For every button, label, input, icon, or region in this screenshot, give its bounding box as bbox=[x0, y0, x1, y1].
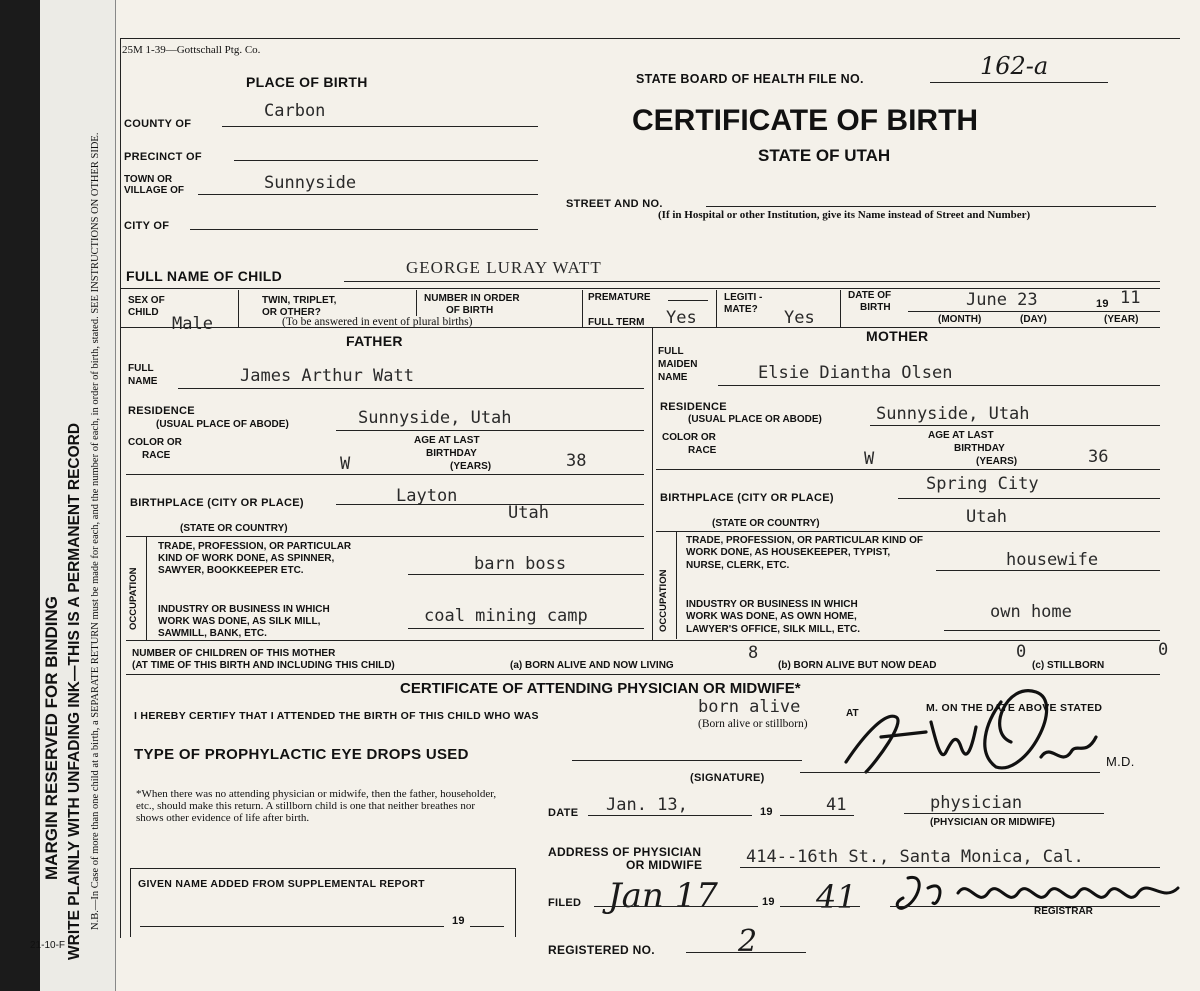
sex-label-2: CHILD bbox=[128, 307, 159, 318]
mother-trade-label-1: TRADE, PROFESSION, OR PARTICULAR KIND OF bbox=[686, 535, 924, 546]
registrar-label: REGISTRAR bbox=[1034, 906, 1093, 917]
plural-note: (To be answered in event of plural births) bbox=[282, 316, 473, 328]
father-name-label-2: NAME bbox=[128, 376, 158, 387]
mother-heading: MOTHER bbox=[866, 328, 929, 344]
divider bbox=[408, 574, 644, 575]
father-color-label-2: RACE bbox=[142, 450, 171, 461]
father-name-value: James Arthur Watt bbox=[240, 366, 414, 386]
father-age-value: 38 bbox=[566, 451, 587, 471]
mother-residence-sub: (USUAL PLACE OR ABODE) bbox=[688, 414, 822, 425]
divider bbox=[780, 906, 860, 907]
form-number: 21-10-F bbox=[30, 940, 66, 951]
place-of-birth-heading: PLACE OF BIRTH bbox=[246, 74, 368, 90]
divider bbox=[656, 469, 1160, 470]
children-a-value: 8 bbox=[748, 643, 759, 663]
father-industry-label-1: INDUSTRY OR BUSINESS IN WHICH bbox=[158, 604, 330, 615]
month-label: (MONTH) bbox=[938, 314, 982, 325]
children-c-value: 0 bbox=[1158, 640, 1169, 660]
certify-text: I HEREBY CERTIFY THAT I ATTENDED THE BIRTH OF THIS CHILD WHO WAS bbox=[134, 710, 539, 722]
physician-title-value: physician bbox=[930, 793, 1023, 813]
town-value: Sunnyside bbox=[264, 173, 357, 193]
street-line bbox=[706, 206, 1156, 207]
mother-age-label-3: (YEARS) bbox=[976, 456, 1018, 467]
mother-color-label-1: COLOR OR bbox=[662, 432, 716, 443]
mother-birthplace-label: BIRTHPLACE (CITY OR PLACE) bbox=[660, 492, 834, 504]
mother-name-label-3: NAME bbox=[658, 372, 688, 383]
mother-state-label: (STATE OR COUNTRY) bbox=[712, 518, 820, 529]
dob-year: 11 bbox=[1120, 288, 1141, 308]
divider bbox=[120, 327, 1160, 328]
divider bbox=[890, 906, 1160, 907]
child-row-top bbox=[120, 288, 1160, 289]
file-no-label: STATE BOARD OF HEALTH FILE NO. bbox=[636, 72, 864, 86]
father-trade-label-3: SAWYER, BOOKKEEPER ETC. bbox=[158, 565, 304, 576]
father-color-label-1: COLOR OR bbox=[128, 437, 182, 448]
town-label-2: VILLAGE OF bbox=[124, 185, 184, 196]
mother-state-value: Utah bbox=[966, 507, 1007, 527]
signature-label: (SIGNATURE) bbox=[690, 772, 765, 784]
form-left-border bbox=[120, 38, 121, 938]
born-status-value: born alive bbox=[698, 697, 801, 717]
mother-trade-label-3: NURSE, CLERK, ETC. bbox=[686, 560, 790, 571]
town-label-1: TOWN OR bbox=[124, 174, 173, 185]
mother-age-label-1: AGE AT LAST bbox=[928, 430, 994, 441]
dob-label-2: BIRTH bbox=[860, 302, 891, 313]
supplemental-year-prefix: 19 bbox=[452, 915, 465, 927]
divider bbox=[840, 290, 841, 328]
child-name-line bbox=[344, 281, 1160, 282]
precinct-line bbox=[234, 160, 538, 161]
legit-label-2: MATE? bbox=[724, 304, 758, 315]
order-label-1: NUMBER IN ORDER bbox=[424, 293, 520, 304]
father-trade-label-1: TRADE, PROFESSION, OR PARTICULAR bbox=[158, 541, 352, 552]
order-label-2: OF BIRTH bbox=[446, 305, 494, 316]
date-year: 41 bbox=[826, 795, 847, 815]
divider bbox=[676, 531, 677, 639]
children-c-label: (c) STILLBORN bbox=[1032, 660, 1105, 671]
children-label-1: NUMBER OF CHILDREN OF THIS MOTHER bbox=[132, 648, 336, 659]
father-residence-sub: (USUAL PLACE OF ABODE) bbox=[156, 419, 289, 430]
divider bbox=[126, 474, 644, 475]
physician-title-label: (PHYSICIAN OR MIDWIFE) bbox=[930, 817, 1055, 828]
md-label: M.D. bbox=[1106, 754, 1135, 769]
mother-industry-value: own home bbox=[990, 602, 1072, 622]
father-age-label-1: AGE AT LAST bbox=[414, 435, 480, 446]
divider bbox=[668, 300, 708, 301]
full-term-value: Yes bbox=[666, 308, 697, 328]
divider bbox=[588, 815, 752, 816]
father-age-label-2: BIRTHDAY bbox=[426, 448, 477, 459]
father-heading: FATHER bbox=[346, 333, 403, 349]
registered-no: 2 bbox=[738, 924, 758, 959]
divider bbox=[126, 536, 644, 537]
mother-name-label-2: MAIDEN bbox=[658, 359, 698, 370]
mother-residence-label: RESIDENCE bbox=[660, 401, 727, 413]
registered-label: REGISTERED NO. bbox=[548, 943, 655, 957]
mother-residence-value: Sunnyside, Utah bbox=[876, 404, 1030, 424]
mother-age-label-2: BIRTHDAY bbox=[954, 443, 1005, 454]
filed-label: FILED bbox=[548, 897, 582, 909]
twin-label-1: TWIN, TRIPLET, bbox=[262, 295, 337, 306]
mother-name-value: Elsie Diantha Olsen bbox=[758, 363, 953, 383]
divider bbox=[944, 630, 1160, 631]
nb-instructions-text: N.B.—In Case of more than one child at a birth, a SEPARATE RETURN must be made for each, and the number of each, in order of birth, stated. SEE INSTRUCTIONS ON OTHER SIDE. bbox=[90, 132, 101, 930]
children-a-label: (a) BORN ALIVE AND NOW LIVING bbox=[510, 660, 674, 671]
divider bbox=[656, 531, 1160, 532]
parents-divider bbox=[652, 328, 653, 640]
divider bbox=[238, 290, 239, 328]
divider bbox=[126, 674, 1160, 675]
legit-label-1: LEGITI - bbox=[724, 292, 763, 303]
physician-heading: CERTIFICATE OF ATTENDING PHYSICIAN OR MIDWIFE* bbox=[400, 680, 801, 697]
dob-month-day: June 23 bbox=[966, 290, 1038, 310]
father-birthplace-label: BIRTHPLACE (CITY OR PLACE) bbox=[130, 497, 304, 509]
divider bbox=[126, 640, 1160, 641]
margin-reserved-text: MARGIN RESERVED FOR BINDING bbox=[42, 596, 61, 880]
premature-label: PREMATURE bbox=[588, 292, 651, 303]
divider bbox=[898, 498, 1160, 499]
county-line bbox=[222, 126, 538, 127]
form-top-border bbox=[120, 38, 1180, 39]
father-birthplace-value: Layton bbox=[396, 486, 458, 506]
precinct-label: PRECINCT OF bbox=[124, 151, 202, 163]
twin-label-2: OR OTHER? bbox=[262, 307, 321, 318]
at-label: AT bbox=[846, 708, 859, 719]
divider bbox=[904, 813, 1104, 814]
footnote-text: *When there was no attending physician or midwife, then the father, householder, etc., should make this return. A stillborn child is one that neither breathes nor shows other evidence of life after birth. bbox=[136, 788, 497, 824]
eye-drops-label: TYPE OF PROPHYLACTIC EYE DROPS USED bbox=[134, 746, 469, 763]
divider bbox=[936, 570, 1160, 571]
binding-strip bbox=[0, 0, 40, 991]
sex-label-1: SEX OF bbox=[128, 295, 165, 306]
filed-year: 41 bbox=[816, 878, 857, 916]
divider bbox=[336, 504, 644, 505]
address-value: 414--16th St., Santa Monica, Cal. bbox=[746, 847, 1084, 867]
divider bbox=[870, 425, 1160, 426]
father-name-label-1: FULL bbox=[128, 363, 154, 374]
divider bbox=[780, 815, 854, 816]
file-no-value: 162-a bbox=[980, 52, 1049, 80]
sex-value: Male bbox=[172, 314, 213, 334]
physician-signature bbox=[836, 682, 1116, 782]
divider bbox=[908, 311, 1160, 312]
children-b-label: (b) BORN ALIVE BUT NOW DEAD bbox=[778, 660, 937, 671]
divider bbox=[178, 388, 644, 389]
mother-age-value: 36 bbox=[1088, 447, 1109, 467]
binding-margin bbox=[30, 0, 116, 991]
date-month-day: Jan. 13, bbox=[606, 795, 688, 815]
street-label: STREET AND NO. bbox=[566, 198, 663, 210]
divider bbox=[146, 536, 147, 640]
legitimate-value: Yes bbox=[784, 308, 815, 328]
mother-color-value: W bbox=[864, 449, 875, 469]
mother-industry-label-3: LAWYER'S OFFICE, SILK MILL, ETC. bbox=[686, 624, 861, 635]
father-industry-value: coal mining camp bbox=[424, 606, 588, 626]
father-occupation-side: OCCUPATION bbox=[128, 567, 139, 630]
divider bbox=[336, 430, 644, 431]
date-year-prefix: 19 bbox=[760, 806, 773, 818]
mother-trade-value: housewife bbox=[1006, 550, 1099, 570]
dob-year-prefix: 19 bbox=[1096, 298, 1109, 310]
date-label: DATE bbox=[548, 807, 579, 819]
mother-name-label-1: FULL bbox=[658, 346, 684, 357]
supplemental-label: GIVEN NAME ADDED FROM SUPPLEMENTAL REPORT bbox=[138, 878, 425, 890]
full-term-label: FULL TERM bbox=[588, 317, 645, 328]
address-label-1: ADDRESS OF PHYSICIAN bbox=[548, 845, 702, 859]
father-state-label: (STATE OR COUNTRY) bbox=[180, 523, 288, 534]
mother-birthplace-value: Spring City bbox=[926, 474, 1039, 494]
father-age-label-3: (YEARS) bbox=[450, 461, 492, 472]
father-residence-label: RESIDENCE bbox=[128, 405, 195, 417]
file-no-line bbox=[930, 82, 1108, 83]
unfading-ink-text: WRITE PLAINLY WITH UNFADING INK—THIS IS A PERMANENT RECORD bbox=[66, 422, 83, 960]
divider bbox=[408, 628, 644, 629]
divider bbox=[140, 926, 444, 927]
children-b-value: 0 bbox=[1016, 642, 1027, 662]
state-subtitle: STATE OF UTAH bbox=[758, 146, 891, 165]
year-label: (YEAR) bbox=[1104, 314, 1139, 325]
mother-industry-label-1: INDUSTRY OR BUSINESS IN WHICH bbox=[686, 599, 858, 610]
divider bbox=[686, 952, 806, 953]
county-label: COUNTY OF bbox=[124, 118, 192, 130]
mother-occupation-side: OCCUPATION bbox=[658, 569, 669, 632]
child-name-value: GEORGE LURAY WATT bbox=[406, 258, 602, 277]
county-value: Carbon bbox=[264, 101, 326, 121]
filed-year-prefix: 19 bbox=[762, 896, 775, 908]
divider bbox=[572, 760, 802, 761]
town-line bbox=[198, 194, 538, 195]
filed-date: Jan 17 bbox=[608, 876, 718, 916]
father-residence-value: Sunnyside, Utah bbox=[358, 408, 512, 428]
divider bbox=[582, 290, 583, 328]
street-note: (If in Hospital or other Institution, give its Name instead of Street and Number) bbox=[658, 209, 1031, 221]
divider bbox=[716, 290, 717, 328]
born-status-note: (Born alive or stillborn) bbox=[698, 718, 808, 730]
father-industry-label-2: WORK WAS DONE, AS SILK MILL, bbox=[158, 616, 321, 627]
divider bbox=[718, 385, 1160, 386]
child-name-label: FULL NAME OF CHILD bbox=[126, 268, 283, 284]
father-trade-value: barn boss bbox=[474, 554, 567, 574]
city-label: CITY OF bbox=[124, 220, 170, 232]
divider bbox=[470, 926, 504, 927]
father-industry-label-3: SAWMILL, BANK, ETC. bbox=[158, 628, 267, 639]
children-label-2: (AT TIME OF THIS BIRTH AND INCLUDING THIS CHILD) bbox=[132, 660, 395, 671]
father-color-value: W bbox=[340, 454, 351, 474]
divider bbox=[416, 290, 417, 316]
dob-label-1: DATE OF bbox=[848, 290, 892, 301]
day-label: (DAY) bbox=[1020, 314, 1047, 325]
divider bbox=[594, 906, 758, 907]
address-label-2: OR MIDWIFE bbox=[626, 858, 703, 872]
father-trade-label-2: KIND OF WORK DONE, AS SPINNER, bbox=[158, 553, 335, 564]
mother-industry-label-2: WORK WAS DONE, AS OWN HOME, bbox=[686, 611, 857, 622]
certificate-title: CERTIFICATE OF BIRTH bbox=[632, 104, 979, 137]
city-line bbox=[190, 229, 538, 230]
mother-trade-label-2: WORK DONE, AS HOUSEKEEPER, TYPIST, bbox=[686, 547, 891, 558]
mother-color-label-2: RACE bbox=[688, 445, 717, 456]
divider bbox=[800, 772, 1100, 773]
father-state-value: Utah bbox=[508, 503, 549, 523]
time-label: M. ON THE DATE ABOVE STATED bbox=[926, 702, 1103, 714]
printer-note: 25M 1-39—Gottschall Ptg. Co. bbox=[122, 44, 261, 56]
